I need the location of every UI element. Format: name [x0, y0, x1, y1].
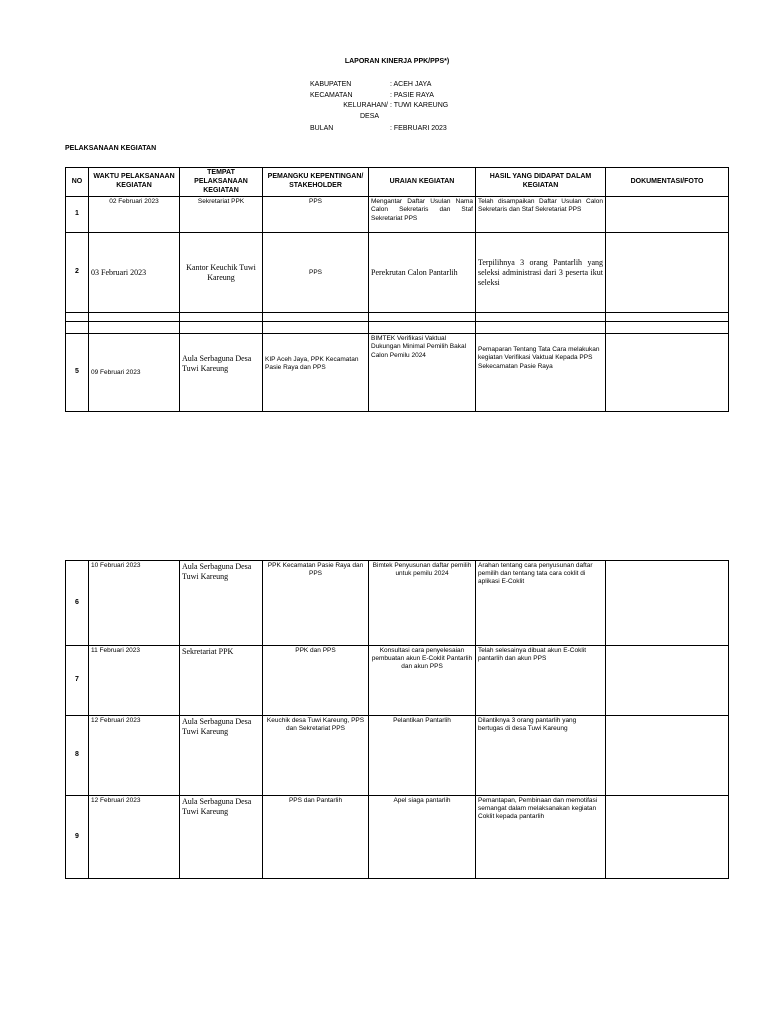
- row-hasil: Telah selesainya dibuat akun E-Coklit pantarlih dan akun PPS: [476, 646, 606, 716]
- photo-cell: [606, 646, 729, 716]
- field-label: BULAN: [310, 125, 334, 132]
- row-waktu: 12 Februari 2023: [89, 716, 180, 796]
- row-no: 6: [66, 561, 89, 646]
- row-uraian: Apel siaga pantarlih: [369, 796, 476, 879]
- row-cell: [369, 322, 476, 334]
- row-waktu: 12 Februari 2023: [89, 796, 180, 879]
- row-waktu: 10 Februari 2023: [89, 561, 180, 646]
- col-no: NO: [66, 168, 89, 197]
- row-tempat: Kantor Keuchik Tuwi Kareung: [180, 233, 263, 313]
- row-tempat: Aula Serbaguna Desa Tuwi Kareung: [180, 334, 263, 412]
- field-label: KABUPATEN: [310, 81, 352, 88]
- row-pemangku: PPK dan PPS: [263, 646, 369, 716]
- field-label: KECAMATAN: [310, 92, 353, 99]
- table-row: [66, 561, 729, 646]
- row-cell: [476, 313, 606, 322]
- header-row: [66, 168, 729, 197]
- field-value: : ACEH JAYA: [390, 81, 432, 88]
- row-waktu: 02 Februari 2023: [89, 197, 180, 233]
- row-cell: [180, 322, 263, 334]
- row-uraian: Konsultasi cara penyelesaian pembuatan akun E-Coklit Pantarlih dan akun PPS: [369, 646, 476, 716]
- col-uraian: URAIAN KEGIATAN: [369, 168, 476, 197]
- row-hasil: Terpilihnya 3 orang Pantarlih yang seleksi administrasi dari 3 peserta ikut seleksi: [476, 233, 606, 313]
- photo-cell: [606, 716, 729, 796]
- col-waktu: WAKTU PELAKSANAAN KEGIATAN: [89, 168, 180, 197]
- row-no: [66, 322, 89, 334]
- report-title: LAPORAN KINERJA PPK/PPS*): [344, 58, 450, 65]
- table-row: [66, 716, 729, 796]
- col-pemangku: PEMANGKU KEPENTINGAN/ STAKEHOLDER: [263, 168, 369, 197]
- row-cell: [263, 313, 369, 322]
- row-pemangku: PPS dan Pantarlih: [263, 796, 369, 879]
- row-no: 2: [66, 233, 89, 313]
- col-tempat: TEMPAT PELAKSANAAN KEGIATAN: [180, 168, 263, 197]
- row-waktu: 11 Februari 2023: [89, 646, 180, 716]
- activity-table-2: [65, 560, 729, 879]
- row-cell: [606, 322, 729, 334]
- row-cell: [89, 322, 180, 334]
- photo-cell: [606, 233, 729, 313]
- activity-table-1: [65, 167, 729, 412]
- row-pemangku: PPS: [263, 233, 369, 313]
- row-no: [66, 313, 89, 322]
- table-row: [66, 197, 729, 233]
- row-no: 9: [66, 796, 89, 879]
- row-no: 1: [66, 197, 89, 233]
- row-hasil: Pemaparan Tentang Tata Cara melakukan kegiatan Verifikasi Vaktual Kepada PPS Sekecamatan Pasie Raya: [476, 334, 606, 412]
- row-uraian: Mengantar Daftar Usulan Nama Calon Sekretaris dan Staf Sekretariat PPS: [369, 197, 476, 233]
- photo-cell: [606, 334, 729, 412]
- row-hasil: Dilantiknya 3 orang pantarlih yang bertugas di desa Tuwi Kareung: [476, 716, 606, 796]
- row-cell: [180, 313, 263, 322]
- photo-cell: [606, 796, 729, 879]
- row-tempat: Aula Serbaguna Desa Tuwi Kareung: [180, 716, 263, 796]
- section-title: PELAKSANAAN KEGIATAN: [65, 145, 157, 152]
- col-dokumentasi: DOKUMENTASI/FOTO: [606, 168, 729, 197]
- table-row-empty: [66, 322, 729, 334]
- row-tempat: Sekretariat PPK: [180, 197, 263, 233]
- field-value: : TUWI KAREUNG: [390, 102, 449, 109]
- row-waktu: 03 Februari 2023: [89, 233, 180, 313]
- row-uraian: Perekrutan Calon Pantarlih: [369, 233, 476, 313]
- row-waktu: 09 Februari 2023: [89, 334, 180, 412]
- row-no: 5: [66, 334, 89, 412]
- row-tempat: Sekretariat PPK: [180, 646, 263, 716]
- row-cell: [369, 313, 476, 322]
- row-cell: [89, 313, 180, 322]
- row-no: 8: [66, 716, 89, 796]
- field-label: DESA: [360, 113, 380, 120]
- row-hasil: Pemantapan, Pembinaan dan memotifasi semangat dalam melaksanakan kegiatan Coklit kepada pantarlih: [476, 796, 606, 879]
- row-uraian: BIMTEK Verifikasi Vaktual Dukungan Minimal Pemilih Bakal Calon Pemilu 2024: [369, 334, 476, 412]
- row-cell: [606, 313, 729, 322]
- row-uraian: Bimtek Penyusunan daftar pemilih untuk pemilu 2024: [369, 561, 476, 646]
- table-row: [66, 796, 729, 879]
- row-tempat: Aula Serbaguna Desa Tuwi Kareung: [180, 561, 263, 646]
- row-pemangku: KIP Aceh Jaya, PPK Kecamatan Pasie Raya dan PPS: [263, 334, 369, 412]
- col-hasil: HASIL YANG DIDAPAT DALAM KEGIATAN: [476, 168, 606, 197]
- table-row: [66, 233, 729, 313]
- field-label: KELURAHAN/: [343, 102, 388, 109]
- table-row-empty: [66, 313, 729, 322]
- field-value: : PASIE RAYA: [390, 92, 434, 99]
- row-no: 7: [66, 646, 89, 716]
- row-pemangku: Keuchik desa Tuwi Kareung, PPS dan Sekretariat PPS: [263, 716, 369, 796]
- row-tempat: Aula Serbaguna Desa Tuwi Kareung: [180, 796, 263, 879]
- row-cell: [263, 322, 369, 334]
- row-uraian: Pelantikan Pantarlih: [369, 716, 476, 796]
- row-pemangku: PPS: [263, 197, 369, 233]
- photo-cell: [606, 561, 729, 646]
- row-photo-empty: [606, 197, 729, 233]
- table-row: [66, 646, 729, 716]
- row-hasil: Arahan tentang cara penyusunan daftar pemilih dan tentang tata cara coklit di aplikasi E-Coklit: [476, 561, 606, 646]
- field-value: : FEBRUARI 2023: [390, 125, 447, 132]
- row-pemangku: PPK Kecamatan Pasie Raya dan PPS: [263, 561, 369, 646]
- row-hasil: Telah disampaikan Daftar Usulan Calon Sekretaris dan Staf Sekretariat PPS: [476, 197, 606, 233]
- row-cell: [476, 322, 606, 334]
- table-row: [66, 334, 729, 412]
